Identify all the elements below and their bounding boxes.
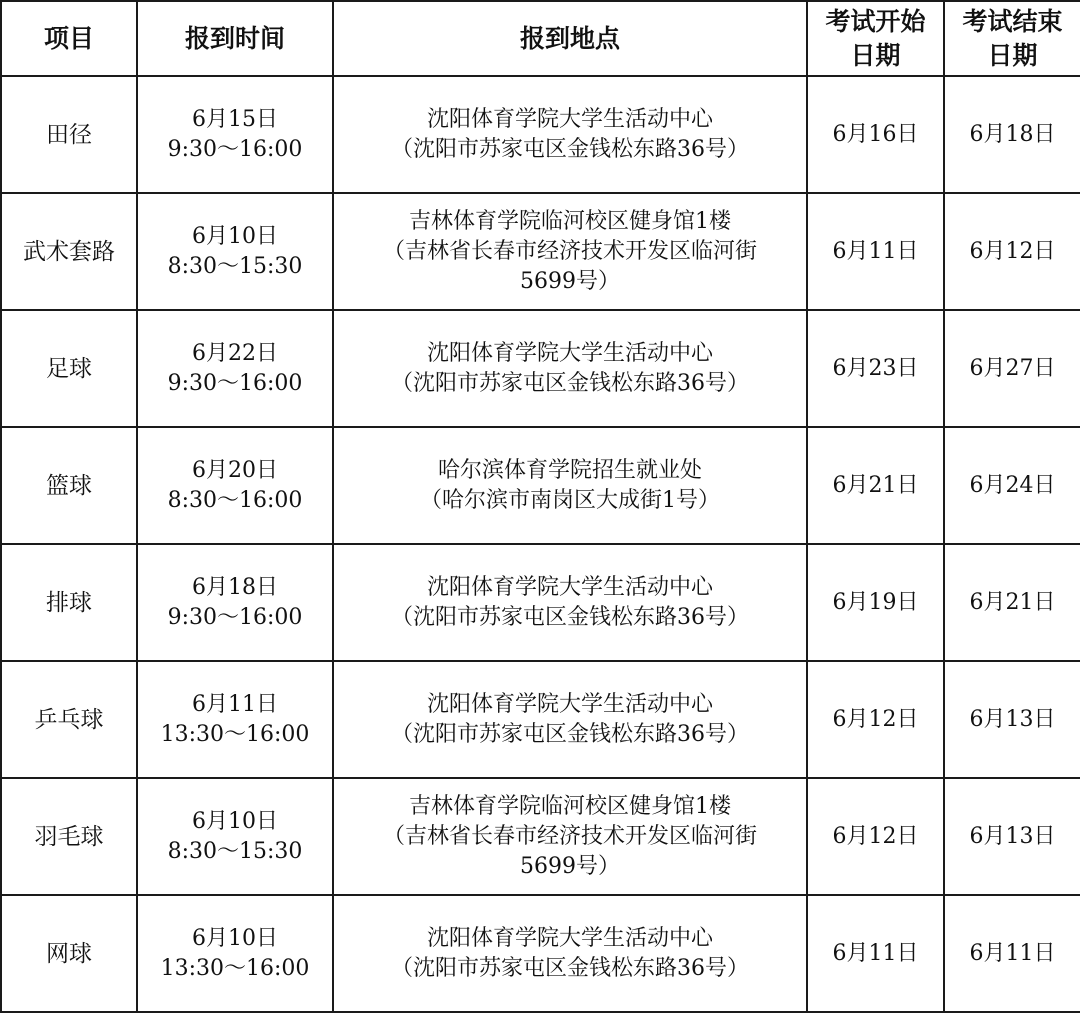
checkin-date: 6月15日	[192, 106, 278, 132]
checkin-place-cell	[333, 778, 807, 895]
checkin-date: 6月10日	[192, 925, 278, 951]
exam-end-cell: 6月24日	[944, 427, 1080, 544]
checkin-place-cell	[333, 895, 807, 1012]
checkin-date: 6月22日	[192, 340, 278, 366]
header-end-line-1: 考试结束	[962, 6, 1063, 36]
checkin-place-line: （沈阳市苏家屯区金钱松东路36号）	[391, 604, 749, 630]
checkin-hours: 9:30～16:00	[167, 136, 303, 162]
checkin-time-cell	[137, 544, 333, 661]
checkin-place-cell	[333, 193, 807, 310]
table-row	[1, 310, 1080, 427]
header-start-line-1: 考试开始	[825, 6, 926, 36]
event-cell: 足球	[1, 310, 137, 427]
event-cell: 网球	[1, 895, 137, 1012]
checkin-date: 6月10日	[192, 808, 278, 834]
checkin-hours: 9:30～16:00	[167, 370, 303, 396]
event-cell: 武术套路	[1, 193, 137, 310]
checkin-date: 6月18日	[192, 574, 278, 600]
exam-start-cell: 6月12日	[807, 778, 944, 895]
exam-end-cell: 6月11日	[944, 895, 1080, 1012]
exam-end-cell: 6月13日	[944, 778, 1080, 895]
event-cell: 乒乓球	[1, 661, 137, 778]
header-end-line-2: 日期	[987, 40, 1038, 70]
checkin-time-cell	[137, 76, 333, 193]
checkin-hours: 8:30～15:30	[167, 838, 303, 864]
event-cell: 排球	[1, 544, 137, 661]
exam-start-cell: 6月19日	[807, 544, 944, 661]
checkin-place-cell	[333, 310, 807, 427]
header-row	[1, 1, 1080, 76]
checkin-place-line: 沈阳体育学院大学生活动中心	[426, 925, 713, 951]
checkin-place-line: （沈阳市苏家屯区金钱松东路36号）	[391, 955, 749, 981]
table-row	[1, 778, 1080, 895]
table-row	[1, 76, 1080, 193]
checkin-date: 6月11日	[192, 691, 278, 717]
exam-start-cell: 6月16日	[807, 76, 944, 193]
event-cell: 篮球	[1, 427, 137, 544]
checkin-time-cell	[137, 193, 333, 310]
header-time: 报到时间	[137, 1, 333, 76]
exam-start-cell: 6月11日	[807, 193, 944, 310]
checkin-place-line: 吉林体育学院临河校区健身馆1楼	[409, 793, 731, 819]
checkin-place-line: 沈阳体育学院大学生活动中心	[426, 340, 713, 366]
exam-start-cell: 6月21日	[807, 427, 944, 544]
checkin-hours: 9:30～16:00	[167, 604, 303, 630]
checkin-time-cell	[137, 661, 333, 778]
checkin-date: 6月10日	[192, 223, 278, 249]
checkin-place-cell	[333, 427, 807, 544]
checkin-hours: 13:30～16:00	[160, 955, 310, 981]
checkin-place-line: 沈阳体育学院大学生活动中心	[426, 691, 713, 717]
header-start-date	[807, 1, 944, 76]
checkin-place-line: （沈阳市苏家屯区金钱松东路36号）	[391, 370, 749, 396]
checkin-place-line: 沈阳体育学院大学生活动中心	[426, 106, 713, 132]
header-end-date	[944, 1, 1080, 76]
table-header	[1, 1, 1080, 76]
exam-end-cell: 6月27日	[944, 310, 1080, 427]
exam-start-cell: 6月11日	[807, 895, 944, 1012]
header-start-line-2: 日期	[850, 40, 901, 70]
header-event: 项目	[1, 1, 137, 76]
checkin-place-line: （吉林省长春市经济技术开发区临河街	[382, 823, 757, 849]
checkin-place-line: （沈阳市苏家屯区金钱松东路36号）	[391, 721, 749, 747]
exam-end-cell: 6月12日	[944, 193, 1080, 310]
checkin-place-line: （吉林省长春市经济技术开发区临河街	[382, 238, 757, 264]
header-place: 报到地点	[333, 1, 807, 76]
table-row	[1, 193, 1080, 310]
checkin-place-line: 5699号）	[520, 853, 620, 879]
event-cell: 羽毛球	[1, 778, 137, 895]
event-cell: 田径	[1, 76, 137, 193]
checkin-time-cell	[137, 895, 333, 1012]
table-row	[1, 427, 1080, 544]
exam-start-cell: 6月12日	[807, 661, 944, 778]
checkin-place-line: （哈尔滨市南岗区大成街1号）	[420, 487, 720, 513]
checkin-place-line: 吉林体育学院临河校区健身馆1楼	[409, 208, 731, 234]
checkin-place-line: 5699号）	[520, 268, 620, 294]
checkin-time-cell	[137, 778, 333, 895]
table-row	[1, 661, 1080, 778]
checkin-place-cell	[333, 544, 807, 661]
exam-end-cell: 6月18日	[944, 76, 1080, 193]
table-row	[1, 544, 1080, 661]
checkin-place-line: 沈阳体育学院大学生活动中心	[426, 574, 713, 600]
checkin-hours: 8:30～16:00	[167, 487, 303, 513]
exam-end-cell: 6月13日	[944, 661, 1080, 778]
exam-start-cell: 6月23日	[807, 310, 944, 427]
checkin-place-line: 哈尔滨体育学院招生就业处	[437, 457, 702, 483]
checkin-time-cell	[137, 427, 333, 544]
checkin-place-cell	[333, 76, 807, 193]
checkin-hours: 8:30～15:30	[167, 253, 303, 279]
table-body	[1, 76, 1080, 1012]
checkin-time-cell	[137, 310, 333, 427]
checkin-date: 6月20日	[192, 457, 278, 483]
checkin-place-line: （沈阳市苏家屯区金钱松东路36号）	[391, 136, 749, 162]
table-row	[1, 895, 1080, 1012]
exam-end-cell: 6月21日	[944, 544, 1080, 661]
checkin-hours: 13:30～16:00	[160, 721, 310, 747]
checkin-place-cell	[333, 661, 807, 778]
